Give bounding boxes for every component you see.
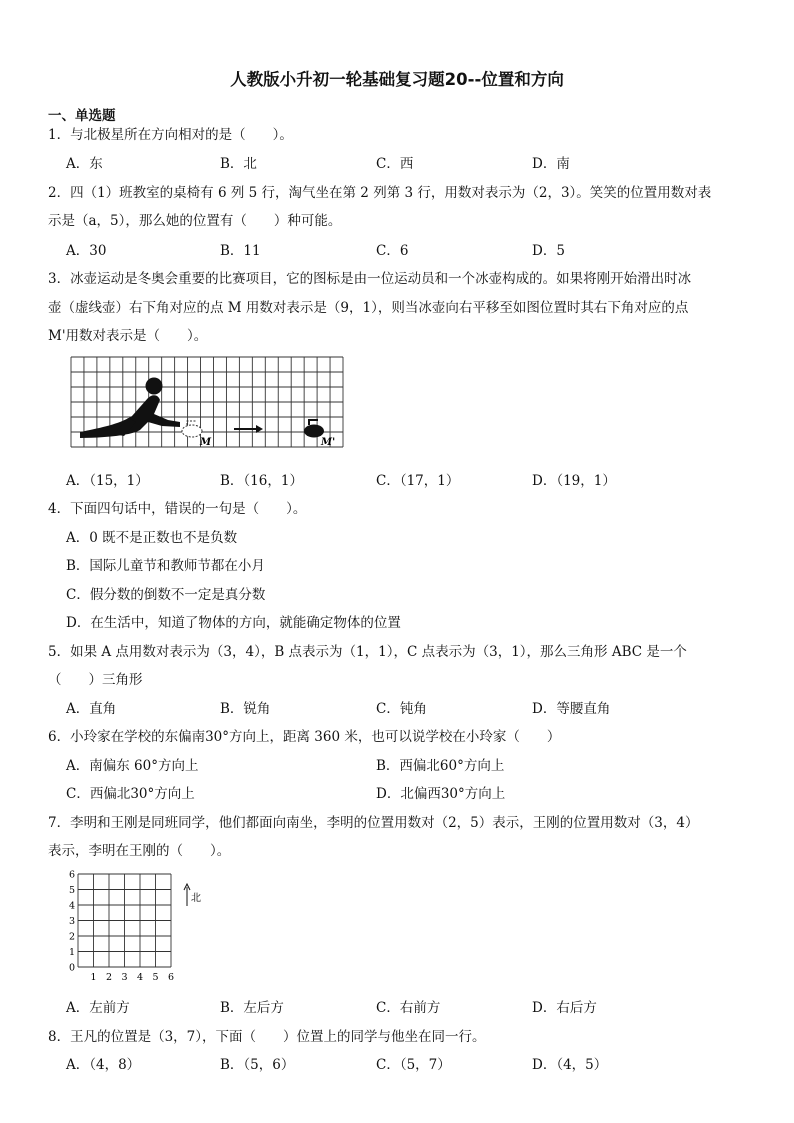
- point-m-label: M: [200, 437, 212, 448]
- q7-option-a: A．左前方: [66, 1000, 130, 1016]
- question-6: 6．小玲家在学校的东偏南30°方向上，距离 360 米，也可以说学校在小玲家（ ）: [48, 729, 561, 745]
- q2-option-b: B．11: [220, 243, 261, 259]
- q4-option-d: D．在生活中，知道了物体的方向，就能确定物体的位置: [66, 615, 401, 631]
- y-tick-label: 4: [68, 900, 75, 912]
- y-tick-label: 1: [68, 947, 75, 958]
- q8-option-d: D．（4，5）: [532, 1057, 608, 1073]
- q2-option-d: D．5: [532, 243, 565, 259]
- q6-option-c: C．西偏北30°方向上: [66, 786, 195, 802]
- q5-option-b: B．锐角: [220, 701, 271, 717]
- q5-option-a: A．直角: [66, 701, 117, 717]
- q6-option-d: D．北偏西30°方向上: [376, 786, 506, 802]
- question-2-line-2: 示是（a，5），那么她的位置有（ ）种可能。: [48, 213, 342, 229]
- question-2-line-1: 2．四（1）班教室的桌椅有 6 列 5 行，淘气坐在第 2 列第 3 行，用数对表示为（2，3）。笑笑的位置用数对表: [48, 185, 712, 201]
- question-7-line-2: 表示，李明在王刚的（ ）。: [48, 843, 231, 859]
- y-tick-label: 2: [68, 931, 75, 943]
- q4-option-a: A．0 既不是正数也不是负数: [66, 530, 238, 546]
- x-tick-label: 2: [105, 972, 113, 983]
- q1-option-c: C．西: [376, 156, 414, 172]
- question-8: 8．王凡的位置是（3，7），下面（ ）位置上的同学与他坐在同一行。: [48, 1029, 486, 1045]
- q3-option-b: B．（16，1）: [220, 473, 303, 489]
- q2-option-a: A．30: [66, 243, 107, 259]
- q4-option-b: B．国际儿童节和教师节都在小月: [66, 558, 265, 574]
- question-1: 1．与北极星所在方向相对的是（ ）。: [48, 127, 293, 143]
- q5-option-d: D．等腰直角: [532, 701, 611, 717]
- q1-option-a: A．东: [66, 156, 103, 172]
- section-heading: 一、单选题: [48, 108, 116, 124]
- point-m-prime-label: M': [321, 437, 336, 448]
- x-tick-label: 4: [136, 972, 144, 983]
- q4-option-c: C．假分数的倒数不一定是真分数: [66, 587, 266, 603]
- q6-option-b: B．西偏北60°方向上: [376, 758, 505, 774]
- q8-option-b: B．（5，6）: [220, 1057, 295, 1073]
- y-tick-label: 0: [68, 962, 75, 974]
- page-title: 人教版小升初一轮基础复习题20--位置和方向: [230, 70, 564, 89]
- q3-option-d: D．（19，1）: [532, 473, 616, 489]
- q7-option-b: B．左后方: [220, 1000, 284, 1016]
- q5-option-c: C．钝角: [376, 701, 427, 717]
- question-3-line-3: M'用数对表示是（ ）。: [48, 328, 208, 344]
- question-5-line-2: （ ）三角形: [48, 672, 143, 688]
- q3-option-c: C．（17，1）: [376, 473, 460, 489]
- q8-option-a: A．（4，8）: [66, 1057, 141, 1073]
- question-7-line-1: 7．李明和王刚是同班同学，他们都面向南坐，李明的位置用数对（2，5）表示，王刚的位置用数对（3，4）: [48, 815, 699, 831]
- q8-option-c: C．（5，7）: [376, 1057, 451, 1073]
- q6-option-a: A．南偏东 60°方向上: [66, 758, 199, 774]
- x-tick-label: 1: [90, 972, 97, 983]
- north-label: 北: [191, 893, 201, 904]
- question-3-line-2: 壶（虚线壶）右下角对应的点 M 用数对表示是（9，1），则当冰壶向右平移至如图位置时其右下角对应的点: [48, 300, 689, 316]
- y-tick-label: 6: [68, 869, 75, 881]
- q7-option-d: D．右后方: [532, 1000, 597, 1016]
- x-tick-label: 3: [121, 972, 128, 983]
- y-tick-label: 5: [68, 885, 75, 896]
- dashed-curling-stone-icon: [182, 421, 202, 437]
- x-tick-label: 5: [152, 972, 159, 983]
- q1-option-b: B．北: [220, 156, 257, 172]
- q7-option-c: C．右前方: [376, 1000, 441, 1016]
- question-3-line-1: 3．冰壶运动是冬奥会重要的比赛项目，它的图标是由一位运动员和一个冰壶构成的。如果将刚开始滑出时冰: [48, 271, 692, 287]
- seating-grid-figure: [64, 868, 214, 984]
- q3-option-a: A．（15，1）: [66, 473, 149, 489]
- q1-option-d: D．南: [532, 156, 570, 172]
- question-4: 4．下面四句话中，错误的一句是（ ）。: [48, 501, 307, 517]
- question-5-line-1: 5．如果 A 点用数对表示为（3，4），B 点表示为（1，1），C 点表示为（3，1），那么三角形 ABC 是一个: [48, 644, 687, 660]
- q2-option-c: C．6: [376, 243, 409, 259]
- y-tick-label: 3: [68, 916, 75, 927]
- north-arrow-icon: [184, 884, 190, 906]
- curling-grid-figure: [70, 356, 346, 450]
- x-tick-label: 6: [167, 972, 175, 983]
- solid-curling-stone-icon: [304, 420, 324, 438]
